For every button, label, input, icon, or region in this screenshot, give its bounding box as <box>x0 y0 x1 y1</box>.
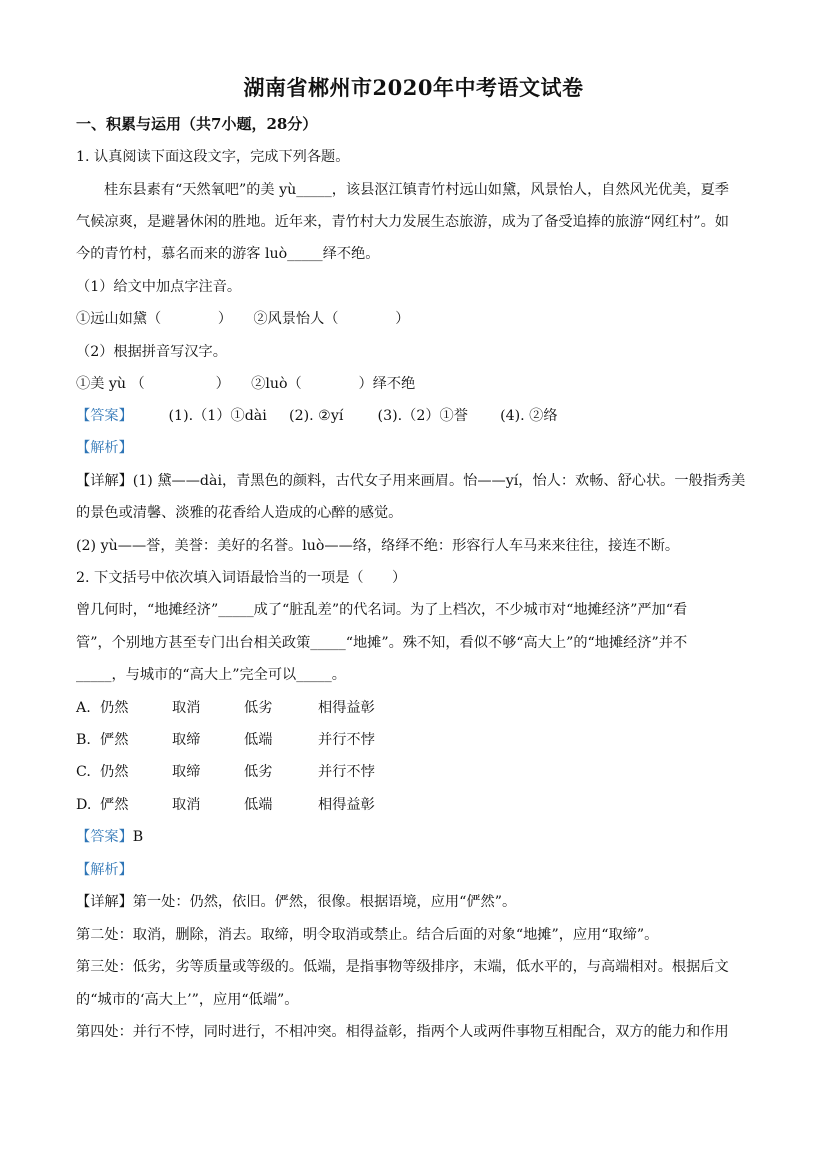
option-word: 俨然 <box>100 797 129 813</box>
option-word: 低劣 <box>244 700 273 716</box>
q2-passage-line: 曾几何时，“地摊经济”_____成了“脏乱差”的代名词。为了上档次，不少城市对“地摊经济”严加“看 <box>76 602 688 618</box>
q2-option-a <box>76 698 375 718</box>
option-word: 并行不悖 <box>318 764 375 780</box>
q2-stem: 2. 下文括号中依次填入词语最恰当的一项是（ ） <box>76 570 407 586</box>
q2-passage-line: 管”，个别地方甚至专门出台相关政策_____“地摊”。殊不知，看似不够“高大上”的“地摊经济”并不 <box>76 635 688 651</box>
q2-option-c <box>76 762 375 782</box>
page-title: 湖南省郴州市2020年中考语文试卷 <box>243 75 584 100</box>
q1-sub2-prompt: （2）根据拼音写汉字。 <box>76 344 227 360</box>
q1-sub2-items: ①美 yù （ ） ②luò（ ）绎不绝 <box>76 376 416 392</box>
analysis-label: 【解析】 <box>76 862 133 878</box>
option-letter: D. <box>76 797 92 813</box>
q2-detail-line: 第四处：并行不悖，同时进行，不相冲突。相得益彰，指两个人或两件事物互相配合，双方的能力和作用 <box>76 1024 729 1040</box>
q1-sub1-items: ①远山如黛（ ） ②风景怡人（ ） <box>76 311 410 327</box>
q2-detail-line: 【详解】第一处：仍然，依旧。俨然，很像。根据语境，应用“俨然”。 <box>76 894 517 910</box>
answer-part: (2). ②yí <box>289 408 344 424</box>
option-letter: A. <box>76 700 91 716</box>
q2-detail-line: 第三处：低劣，劣等质量或等级的。低端，是指事物等级排序，末端，低水平的，与高端相对。根据后文 <box>76 959 729 975</box>
option-letter: B. <box>76 732 91 748</box>
option-word: 低劣 <box>244 764 273 780</box>
q2-option-b <box>76 730 375 750</box>
answer-part: (1).（1）①dài <box>168 408 267 424</box>
q1-answer <box>76 406 558 426</box>
option-word: 取消 <box>172 797 201 813</box>
option-word: 相得益彰 <box>318 700 375 716</box>
q1-detail-line: (2) yù——誉，美誉：美好的名誉。luò——络，络绎不绝：形容行人车马来来往往，接连不断。 <box>76 538 680 554</box>
q2-answer <box>76 827 143 847</box>
q2-passage-line: _____，与城市的“高大上”完全可以_____。 <box>76 667 346 683</box>
answer-value: B <box>132 829 144 845</box>
option-word: 低端 <box>244 797 273 813</box>
answer-part: (3).（2）①誉 <box>377 408 468 424</box>
q1-stem: 1. 认真阅读下面这段文字，完成下列各题。 <box>76 149 350 165</box>
q1-detail-line: 【详解】(1) 黛——dài，青黑色的颜料，古代女子用来画眉。怡——yí，怡人：欢畅、舒心状。一般指秀美 <box>76 473 746 489</box>
q2-option-d <box>76 795 375 815</box>
option-word: 取缔 <box>172 732 201 748</box>
option-word: 并行不悖 <box>318 732 375 748</box>
option-word: 仍然 <box>100 700 129 716</box>
q2-detail-line: 第二处：取消，删除，消去。取缔，明令取消或禁止。结合后面的对象“地摊”，应用“取缔”。 <box>76 927 659 943</box>
q2-detail-line: 的“城市的‘高大上’”，应用“低端”。 <box>76 992 299 1008</box>
q1-sub1-prompt: （1）给文中加点字注音。 <box>76 279 242 295</box>
option-word: 仍然 <box>100 764 129 780</box>
option-word: 俨然 <box>100 732 129 748</box>
answer-part: (4). ②络 <box>500 408 558 424</box>
option-word: 相得益彰 <box>318 797 375 813</box>
q1-passage-line: 今的青竹村，慕名而来的游客 luò_____绎不绝。 <box>76 246 380 262</box>
answer-label: 【答案】 <box>76 408 133 424</box>
option-word: 取消 <box>172 700 201 716</box>
q1-detail-line: 的景色或清馨、淡雅的花香给人造成的心醉的感觉。 <box>76 505 403 521</box>
q1-passage-line: 气候凉爽，是避暑休闲的胜地。近年来，青竹村大力发展生态旅游，成为了备受追捧的旅游“网红村”。如 <box>76 214 729 230</box>
section-heading: 一、积累与运用（共7小题，28分） <box>76 115 318 133</box>
option-word: 取缔 <box>172 764 201 780</box>
option-letter: C. <box>76 764 91 780</box>
answer-label: 【答案】 <box>76 829 133 845</box>
analysis-label: 【解析】 <box>76 440 133 456</box>
q1-passage-line: 桂东县素有“天然氧吧”的美 yù_____，该县沤江镇青竹村远山如黛，风景怡人，自然风光优美，夏季 <box>104 182 729 198</box>
option-word: 低端 <box>244 732 273 748</box>
